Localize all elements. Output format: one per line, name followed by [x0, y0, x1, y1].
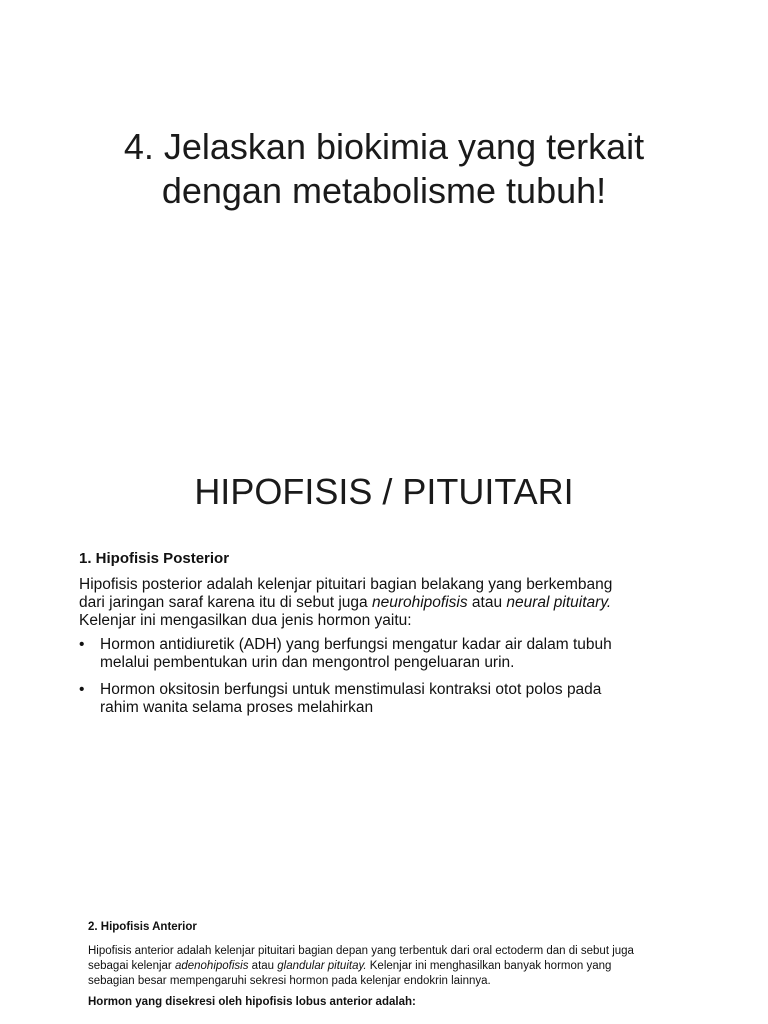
section-paragraph — [88, 944, 658, 989]
slide-question — [0, 0, 768, 420]
bullet-marker: • — [79, 681, 85, 698]
list-item — [79, 636, 639, 672]
section-paragraph — [79, 576, 639, 630]
para-italic-2: neural pituitary. — [506, 594, 612, 611]
para-italic-1: neurohipofisis — [371, 594, 468, 611]
para-italic-1: adenohipofisis — [174, 960, 249, 972]
slide-title: HIPOFISIS / PITUITARI — [194, 471, 574, 512]
slide-content — [88, 920, 658, 1010]
section-heading: 1. Hipofisis Posterior — [79, 550, 230, 567]
cutoff-line: Hormon yang disekresi oleh hipofisis lobus anterior adalah: — [88, 996, 416, 1008]
para-text-3: Kelenjar ini menghasilkan banyak hormon yang sebagian besar mempengaruhi sekresi hormon pada kelenjar endokrin lainnya. — [88, 960, 612, 987]
list-item — [79, 681, 639, 717]
list-item-text: Hormon oksitosin berfungsi untuk menstimulasi kontraksi otot polos pada rahim wanita selama proses melahirkan — [100, 681, 602, 716]
para-text-1: Hipofisis posterior adalah kelenjar pituitari bagian belakang yang berkembang dari jaringan saraf karena itu di sebut juga — [79, 576, 613, 611]
list-item-text: Hormon antidiuretik (ADH) yang berfungsi mengatur kadar air dalam tubuh melalui pembentukan urin dan mengontrol pengeluaran urin. — [100, 636, 612, 671]
para-italic-2: glandular pituitay. — [277, 960, 367, 972]
question-title-line2: dengan metabolisme tubuh! — [161, 170, 607, 211]
slide-content — [79, 550, 639, 726]
para-text-2: atau — [467, 594, 507, 611]
section-heading: 2. Hipofisis Anterior — [88, 921, 197, 933]
para-text-3: Kelenjar ini mengasilkan dua jenis hormon yaitu: — [79, 612, 412, 629]
slide-hipofisis-posterior — [0, 420, 768, 900]
para-text-2: atau — [248, 960, 278, 972]
para-text-1: Hipofisis anterior adalah kelenjar pituitari bagian depan yang terbentuk dari oral ectoderm dan di sebut juga sebagai kelenjar — [88, 945, 634, 972]
question-title — [40, 125, 728, 213]
hormone-list — [79, 636, 639, 717]
question-title-line1: 4. Jelaskan biokimia yang terkait — [123, 126, 645, 167]
bullet-marker: • — [79, 636, 85, 653]
slide-hipofisis-anterior — [0, 900, 768, 1024]
